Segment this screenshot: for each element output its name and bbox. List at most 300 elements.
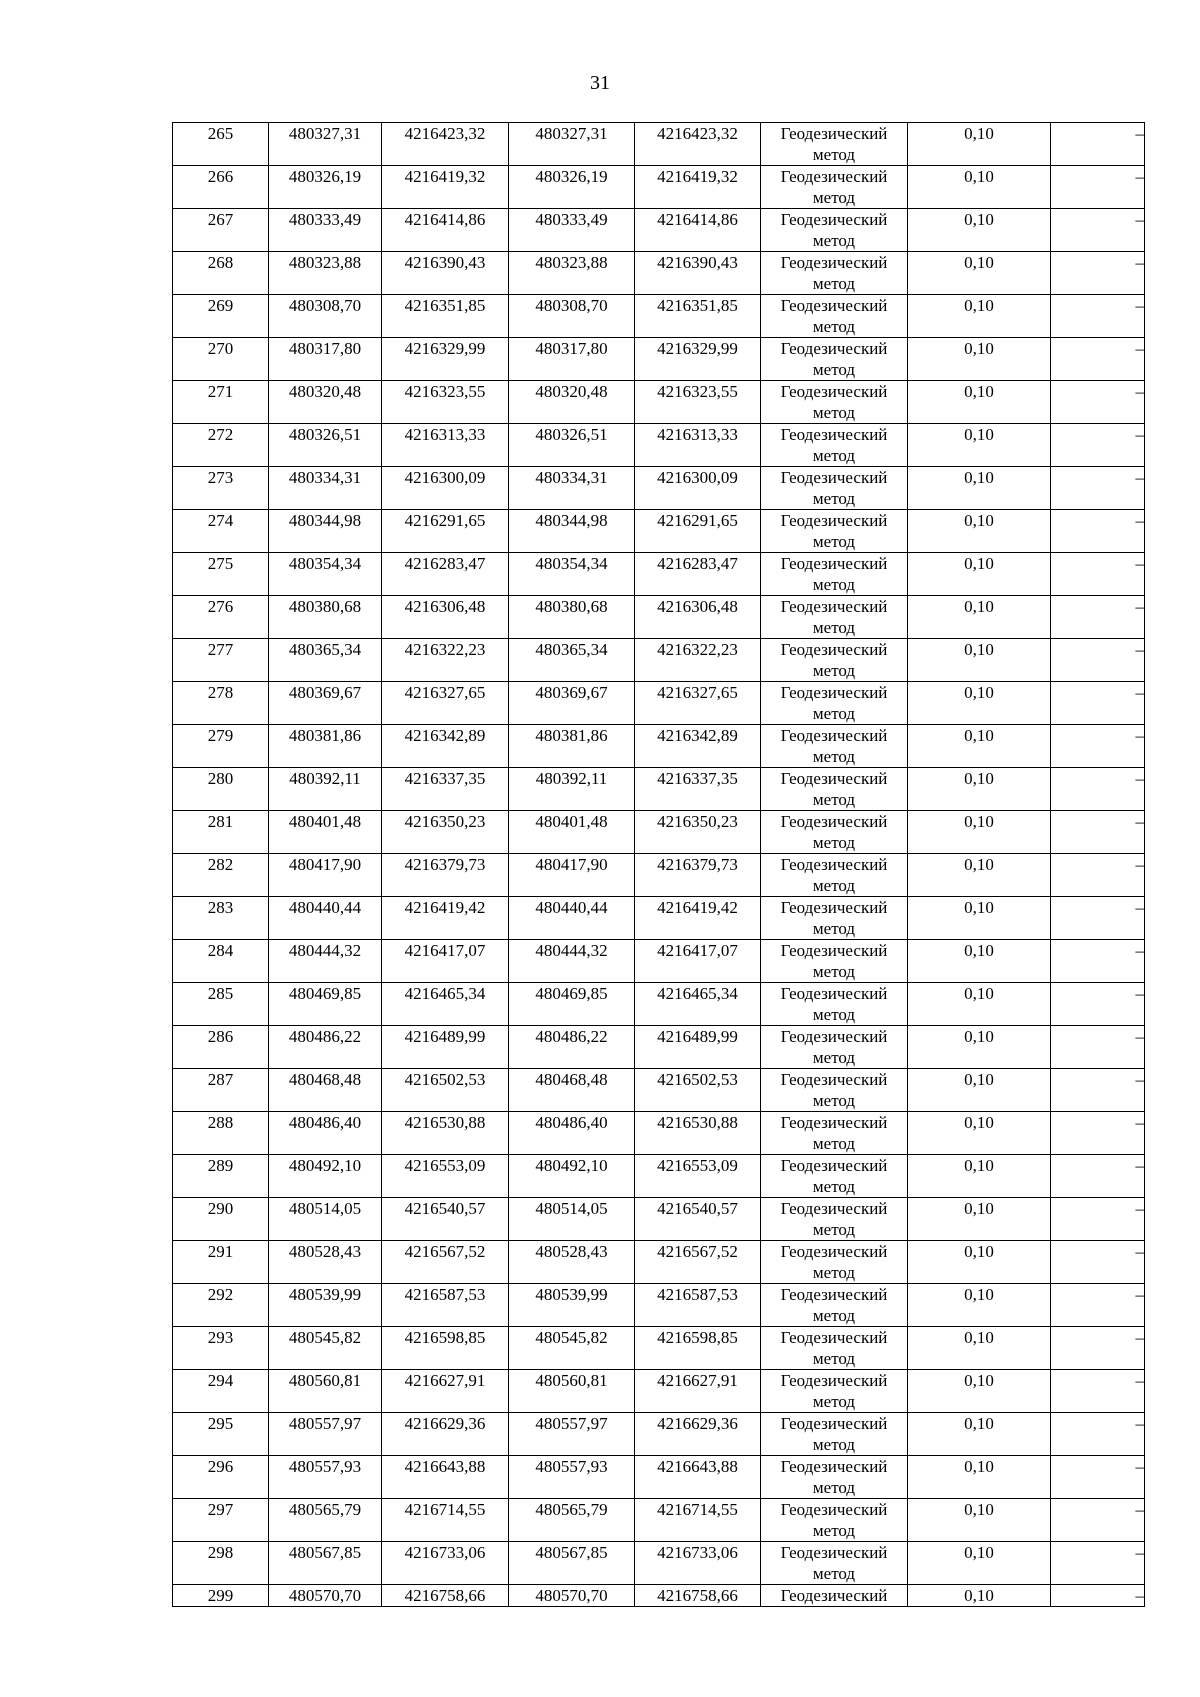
method-text-line1: Геодезический xyxy=(780,683,888,702)
notes-cell: – xyxy=(1051,1413,1145,1456)
table-row xyxy=(173,166,1145,209)
x-specified-cell: 480539,99 xyxy=(509,1284,635,1327)
y-specified-cell: 4216419,32 xyxy=(635,166,761,209)
x-existing-cell: 480469,85 xyxy=(269,983,382,1026)
method-text-line2: метод xyxy=(812,1564,856,1583)
table-row xyxy=(173,553,1145,596)
y-existing-cell: 4216329,99 xyxy=(382,338,509,381)
table-row xyxy=(173,1585,1145,1607)
precision-cell: 0,10 xyxy=(908,1112,1051,1155)
notes-cell: – xyxy=(1051,1241,1145,1284)
page-number: 31 xyxy=(590,72,610,94)
method-text-line2: метод xyxy=(812,532,856,551)
x-existing-cell: 480369,67 xyxy=(269,682,382,725)
point-number-cell: 299 xyxy=(173,1585,269,1607)
precision-cell: 0,10 xyxy=(908,166,1051,209)
x-existing-cell: 480545,82 xyxy=(269,1327,382,1370)
point-number-cell: 274 xyxy=(173,510,269,553)
x-specified-cell: 480381,86 xyxy=(509,725,635,768)
notes-cell: – xyxy=(1051,983,1145,1026)
x-specified-cell: 480565,79 xyxy=(509,1499,635,1542)
point-number-cell: 273 xyxy=(173,467,269,510)
y-existing-cell: 4216587,53 xyxy=(382,1284,509,1327)
precision-cell: 0,10 xyxy=(908,1456,1051,1499)
precision-cell: 0,10 xyxy=(908,1370,1051,1413)
method-text-line1: Геодезический xyxy=(780,1500,888,1519)
method-text-line1: Геодезический xyxy=(780,1242,888,1261)
method-text-line1: Геодезический xyxy=(780,1027,888,1046)
table-row xyxy=(173,424,1145,467)
y-specified-cell: 4216714,55 xyxy=(635,1499,761,1542)
method-cell xyxy=(761,295,908,338)
x-specified-cell: 480317,80 xyxy=(509,338,635,381)
point-number-cell: 276 xyxy=(173,596,269,639)
method-text-line2: метод xyxy=(812,489,856,508)
method-text-line1: Геодезический xyxy=(780,296,888,315)
method-text-line2: метод xyxy=(812,618,856,637)
y-existing-cell: 4216300,09 xyxy=(382,467,509,510)
notes-cell: – xyxy=(1051,1155,1145,1198)
y-specified-cell: 4216598,85 xyxy=(635,1327,761,1370)
method-cell xyxy=(761,897,908,940)
y-specified-cell: 4216567,52 xyxy=(635,1241,761,1284)
precision-cell: 0,10 xyxy=(908,940,1051,983)
point-number-cell: 268 xyxy=(173,252,269,295)
method-cell xyxy=(761,1327,908,1370)
method-text-line2: метод xyxy=(812,188,856,207)
x-specified-cell: 480570,70 xyxy=(509,1585,635,1607)
y-existing-cell: 4216598,85 xyxy=(382,1327,509,1370)
method-text-line1: Геодезический xyxy=(780,726,888,745)
notes-cell: – xyxy=(1051,381,1145,424)
method-cell xyxy=(761,725,908,768)
point-number-cell: 266 xyxy=(173,166,269,209)
x-existing-cell: 480492,10 xyxy=(269,1155,382,1198)
method-cell xyxy=(761,1241,908,1284)
precision-cell: 0,10 xyxy=(908,897,1051,940)
y-existing-cell: 4216627,91 xyxy=(382,1370,509,1413)
table-row xyxy=(173,811,1145,854)
y-existing-cell: 4216337,35 xyxy=(382,768,509,811)
x-specified-cell: 480557,97 xyxy=(509,1413,635,1456)
point-number-cell: 287 xyxy=(173,1069,269,1112)
method-text-line1: Геодезический xyxy=(780,339,888,358)
notes-cell: – xyxy=(1051,424,1145,467)
y-existing-cell: 4216540,57 xyxy=(382,1198,509,1241)
method-text-line1: Геодезический xyxy=(780,1070,888,1089)
y-specified-cell: 4216423,32 xyxy=(635,123,761,166)
method-cell xyxy=(761,338,908,381)
table-row xyxy=(173,940,1145,983)
y-existing-cell: 4216351,85 xyxy=(382,295,509,338)
method-text-line1: Геодезический xyxy=(780,984,888,1003)
method-cell xyxy=(761,1112,908,1155)
notes-cell: – xyxy=(1051,1456,1145,1499)
point-number-cell: 296 xyxy=(173,1456,269,1499)
precision-cell: 0,10 xyxy=(908,1284,1051,1327)
notes-cell: – xyxy=(1051,123,1145,166)
method-text-line1: Геодезический xyxy=(780,812,888,831)
table-row xyxy=(173,123,1145,166)
method-cell xyxy=(761,467,908,510)
method-text-line1: Геодезический xyxy=(780,941,888,960)
y-existing-cell: 4216567,52 xyxy=(382,1241,509,1284)
method-text-line2: метод xyxy=(812,1177,856,1196)
method-text-line2: метод xyxy=(812,1005,856,1024)
method-cell xyxy=(761,682,908,725)
method-cell xyxy=(761,1456,908,1499)
point-number-cell: 289 xyxy=(173,1155,269,1198)
table-row xyxy=(173,1112,1145,1155)
x-existing-cell: 480327,31 xyxy=(269,123,382,166)
y-existing-cell: 4216502,53 xyxy=(382,1069,509,1112)
point-number-cell: 286 xyxy=(173,1026,269,1069)
method-cell xyxy=(761,252,908,295)
point-number-cell: 269 xyxy=(173,295,269,338)
x-specified-cell: 480528,43 xyxy=(509,1241,635,1284)
y-specified-cell: 4216733,06 xyxy=(635,1542,761,1585)
method-cell xyxy=(761,1585,908,1607)
precision-cell: 0,10 xyxy=(908,596,1051,639)
table-row xyxy=(173,338,1145,381)
x-specified-cell: 480333,49 xyxy=(509,209,635,252)
notes-cell: – xyxy=(1051,596,1145,639)
precision-cell: 0,10 xyxy=(908,1241,1051,1284)
table-row xyxy=(173,1542,1145,1585)
x-existing-cell: 480380,68 xyxy=(269,596,382,639)
x-existing-cell: 480344,98 xyxy=(269,510,382,553)
method-cell xyxy=(761,596,908,639)
x-existing-cell: 480539,99 xyxy=(269,1284,382,1327)
table-row xyxy=(173,1155,1145,1198)
y-existing-cell: 4216423,32 xyxy=(382,123,509,166)
precision-cell: 0,10 xyxy=(908,725,1051,768)
table-row xyxy=(173,1370,1145,1413)
x-specified-cell: 480469,85 xyxy=(509,983,635,1026)
point-number-cell: 272 xyxy=(173,424,269,467)
x-specified-cell: 480326,51 xyxy=(509,424,635,467)
y-existing-cell: 4216414,86 xyxy=(382,209,509,252)
notes-cell: – xyxy=(1051,1026,1145,1069)
x-existing-cell: 480417,90 xyxy=(269,854,382,897)
table-row xyxy=(173,1499,1145,1542)
point-number-cell: 291 xyxy=(173,1241,269,1284)
method-cell xyxy=(761,381,908,424)
precision-cell: 0,10 xyxy=(908,983,1051,1026)
y-specified-cell: 4216629,36 xyxy=(635,1413,761,1456)
y-existing-cell: 4216313,33 xyxy=(382,424,509,467)
method-text-line2: метод xyxy=(812,704,856,723)
x-specified-cell: 480369,67 xyxy=(509,682,635,725)
x-specified-cell: 480401,48 xyxy=(509,811,635,854)
y-specified-cell: 4216419,42 xyxy=(635,897,761,940)
point-number-cell: 270 xyxy=(173,338,269,381)
point-number-cell: 281 xyxy=(173,811,269,854)
x-existing-cell: 480326,51 xyxy=(269,424,382,467)
y-existing-cell: 4216327,65 xyxy=(382,682,509,725)
method-text-line2: метод xyxy=(812,1220,856,1239)
method-text-line2: метод xyxy=(812,1306,856,1325)
x-specified-cell: 480492,10 xyxy=(509,1155,635,1198)
method-text-line2: метод xyxy=(812,790,856,809)
method-text-line2: метод xyxy=(812,274,856,293)
y-existing-cell: 4216465,34 xyxy=(382,983,509,1026)
y-existing-cell: 4216419,32 xyxy=(382,166,509,209)
method-cell xyxy=(761,1026,908,1069)
y-specified-cell: 4216322,23 xyxy=(635,639,761,682)
y-specified-cell: 4216587,53 xyxy=(635,1284,761,1327)
method-cell xyxy=(761,1284,908,1327)
point-number-cell: 283 xyxy=(173,897,269,940)
method-text-line2: метод xyxy=(812,1478,856,1497)
x-existing-cell: 480444,32 xyxy=(269,940,382,983)
precision-cell: 0,10 xyxy=(908,682,1051,725)
table-row xyxy=(173,1198,1145,1241)
table-row xyxy=(173,639,1145,682)
y-specified-cell: 4216329,99 xyxy=(635,338,761,381)
table-row xyxy=(173,983,1145,1026)
y-specified-cell: 4216337,35 xyxy=(635,768,761,811)
y-specified-cell: 4216350,23 xyxy=(635,811,761,854)
precision-cell: 0,10 xyxy=(908,1155,1051,1198)
point-number-cell: 297 xyxy=(173,1499,269,1542)
table-row xyxy=(173,768,1145,811)
method-cell xyxy=(761,1413,908,1456)
x-existing-cell: 480567,85 xyxy=(269,1542,382,1585)
x-existing-cell: 480468,48 xyxy=(269,1069,382,1112)
method-text-line2: метод xyxy=(812,876,856,895)
x-specified-cell: 480440,44 xyxy=(509,897,635,940)
precision-cell: 0,10 xyxy=(908,467,1051,510)
x-specified-cell: 480468,48 xyxy=(509,1069,635,1112)
y-specified-cell: 4216323,55 xyxy=(635,381,761,424)
method-cell xyxy=(761,1069,908,1112)
method-text-line1: Геодезический xyxy=(780,511,888,530)
precision-cell: 0,10 xyxy=(908,1069,1051,1112)
method-text-line1: Геодезический xyxy=(780,210,888,229)
precision-cell: 0,10 xyxy=(908,1499,1051,1542)
x-existing-cell: 480486,22 xyxy=(269,1026,382,1069)
notes-cell: – xyxy=(1051,854,1145,897)
method-text-line1: Геодезический xyxy=(780,1543,888,1562)
y-existing-cell: 4216489,99 xyxy=(382,1026,509,1069)
x-existing-cell: 480514,05 xyxy=(269,1198,382,1241)
notes-cell: – xyxy=(1051,682,1145,725)
method-text-line1: Геодезический xyxy=(780,855,888,874)
y-specified-cell: 4216283,47 xyxy=(635,553,761,596)
notes-cell: – xyxy=(1051,1069,1145,1112)
table-row xyxy=(173,854,1145,897)
method-text-line1: Геодезический xyxy=(780,253,888,272)
precision-cell: 0,10 xyxy=(908,510,1051,553)
x-specified-cell: 480323,88 xyxy=(509,252,635,295)
point-number-cell: 265 xyxy=(173,123,269,166)
table-row xyxy=(173,1327,1145,1370)
x-existing-cell: 480354,34 xyxy=(269,553,382,596)
notes-cell: – xyxy=(1051,725,1145,768)
method-text-line1: Геодезический xyxy=(780,1414,888,1433)
y-existing-cell: 4216306,48 xyxy=(382,596,509,639)
method-text-line1: Геодезический xyxy=(780,1328,888,1347)
x-existing-cell: 480381,86 xyxy=(269,725,382,768)
y-existing-cell: 4216733,06 xyxy=(382,1542,509,1585)
x-existing-cell: 480486,40 xyxy=(269,1112,382,1155)
point-number-cell: 285 xyxy=(173,983,269,1026)
method-text-line2: метод xyxy=(812,1349,856,1368)
table-row xyxy=(173,467,1145,510)
method-cell xyxy=(761,209,908,252)
notes-cell: – xyxy=(1051,811,1145,854)
y-existing-cell: 4216379,73 xyxy=(382,854,509,897)
x-existing-cell: 480334,31 xyxy=(269,467,382,510)
precision-cell: 0,10 xyxy=(908,252,1051,295)
y-specified-cell: 4216291,65 xyxy=(635,510,761,553)
point-number-cell: 277 xyxy=(173,639,269,682)
y-specified-cell: 4216300,09 xyxy=(635,467,761,510)
x-specified-cell: 480392,11 xyxy=(509,768,635,811)
notes-cell: – xyxy=(1051,768,1145,811)
table-row xyxy=(173,1026,1145,1069)
table-row xyxy=(173,1456,1145,1499)
method-text-line2: метод xyxy=(812,1392,856,1411)
method-cell xyxy=(761,639,908,682)
x-specified-cell: 480545,82 xyxy=(509,1327,635,1370)
x-existing-cell: 480560,81 xyxy=(269,1370,382,1413)
point-number-cell: 284 xyxy=(173,940,269,983)
point-number-cell: 267 xyxy=(173,209,269,252)
method-text-line1: Геодезический xyxy=(780,1199,888,1218)
x-existing-cell: 480528,43 xyxy=(269,1241,382,1284)
notes-cell: – xyxy=(1051,1284,1145,1327)
method-text-line2: метод xyxy=(812,747,856,766)
notes-cell: – xyxy=(1051,338,1145,381)
precision-cell: 0,10 xyxy=(908,1198,1051,1241)
point-number-cell: 293 xyxy=(173,1327,269,1370)
method-text-line2: метод xyxy=(812,1134,856,1153)
point-number-cell: 294 xyxy=(173,1370,269,1413)
x-existing-cell: 480565,79 xyxy=(269,1499,382,1542)
notes-cell: – xyxy=(1051,639,1145,682)
precision-cell: 0,10 xyxy=(908,1585,1051,1607)
y-specified-cell: 4216417,07 xyxy=(635,940,761,983)
y-existing-cell: 4216553,09 xyxy=(382,1155,509,1198)
method-text-line1: Геодезический xyxy=(780,124,888,143)
x-specified-cell: 480354,34 xyxy=(509,553,635,596)
table-row xyxy=(173,1284,1145,1327)
method-text-line1: Геодезический xyxy=(780,1156,888,1175)
x-specified-cell: 480327,31 xyxy=(509,123,635,166)
y-specified-cell: 4216313,33 xyxy=(635,424,761,467)
precision-cell: 0,10 xyxy=(908,338,1051,381)
x-specified-cell: 480417,90 xyxy=(509,854,635,897)
x-existing-cell: 480557,97 xyxy=(269,1413,382,1456)
point-number-cell: 298 xyxy=(173,1542,269,1585)
x-specified-cell: 480486,22 xyxy=(509,1026,635,1069)
method-text-line1: Геодезический xyxy=(780,640,888,659)
table-row xyxy=(173,897,1145,940)
method-cell xyxy=(761,1370,908,1413)
x-existing-cell: 480401,48 xyxy=(269,811,382,854)
point-number-cell: 278 xyxy=(173,682,269,725)
table-row xyxy=(173,381,1145,424)
method-text-line1: Геодезический xyxy=(780,554,888,573)
method-text-line2: метод xyxy=(812,1048,856,1067)
point-number-cell: 275 xyxy=(173,553,269,596)
x-specified-cell: 480326,19 xyxy=(509,166,635,209)
notes-cell: – xyxy=(1051,1198,1145,1241)
precision-cell: 0,10 xyxy=(908,209,1051,252)
coordinates-table xyxy=(172,122,1145,1607)
precision-cell: 0,10 xyxy=(908,295,1051,338)
method-cell xyxy=(761,510,908,553)
x-specified-cell: 480514,05 xyxy=(509,1198,635,1241)
precision-cell: 0,10 xyxy=(908,768,1051,811)
y-specified-cell: 4216414,86 xyxy=(635,209,761,252)
method-text-line1: Геодезический xyxy=(780,898,888,917)
point-number-cell: 295 xyxy=(173,1413,269,1456)
notes-cell: – xyxy=(1051,1327,1145,1370)
method-text-line1: Геодезический xyxy=(780,1371,888,1390)
point-number-cell: 282 xyxy=(173,854,269,897)
method-text-line2: метод xyxy=(812,317,856,336)
notes-cell: – xyxy=(1051,295,1145,338)
y-specified-cell: 4216540,57 xyxy=(635,1198,761,1241)
y-specified-cell: 4216390,43 xyxy=(635,252,761,295)
method-text-line1: Геодезический xyxy=(780,1113,888,1132)
notes-cell: – xyxy=(1051,510,1145,553)
method-text-line1: Геодезический xyxy=(780,769,888,788)
precision-cell: 0,10 xyxy=(908,639,1051,682)
x-existing-cell: 480570,70 xyxy=(269,1585,382,1607)
method-text-line1: Геодезический xyxy=(780,425,888,444)
y-specified-cell: 4216306,48 xyxy=(635,596,761,639)
point-number-cell: 288 xyxy=(173,1112,269,1155)
method-cell xyxy=(761,1155,908,1198)
method-text-line2: метод xyxy=(812,661,856,680)
y-existing-cell: 4216342,89 xyxy=(382,725,509,768)
x-specified-cell: 480344,98 xyxy=(509,510,635,553)
method-cell xyxy=(761,854,908,897)
method-cell xyxy=(761,1542,908,1585)
precision-cell: 0,10 xyxy=(908,424,1051,467)
y-specified-cell: 4216627,91 xyxy=(635,1370,761,1413)
method-text-line2: метод xyxy=(812,575,856,594)
method-text-line1: Геодезический xyxy=(780,468,888,487)
table-row xyxy=(173,1241,1145,1284)
notes-cell: – xyxy=(1051,1370,1145,1413)
notes-cell: – xyxy=(1051,1585,1145,1607)
table-row xyxy=(173,682,1145,725)
x-specified-cell: 480486,40 xyxy=(509,1112,635,1155)
y-existing-cell: 4216322,23 xyxy=(382,639,509,682)
method-cell xyxy=(761,123,908,166)
table-row xyxy=(173,1069,1145,1112)
y-existing-cell: 4216758,66 xyxy=(382,1585,509,1607)
precision-cell: 0,10 xyxy=(908,381,1051,424)
notes-cell: – xyxy=(1051,897,1145,940)
method-text-line2: метод xyxy=(812,1435,856,1454)
notes-cell: – xyxy=(1051,1112,1145,1155)
y-specified-cell: 4216502,53 xyxy=(635,1069,761,1112)
table-row xyxy=(173,1413,1145,1456)
x-specified-cell: 480380,68 xyxy=(509,596,635,639)
point-number-cell: 279 xyxy=(173,725,269,768)
x-specified-cell: 480560,81 xyxy=(509,1370,635,1413)
method-cell xyxy=(761,940,908,983)
point-number-cell: 280 xyxy=(173,768,269,811)
table-row xyxy=(173,510,1145,553)
x-specified-cell: 480320,48 xyxy=(509,381,635,424)
